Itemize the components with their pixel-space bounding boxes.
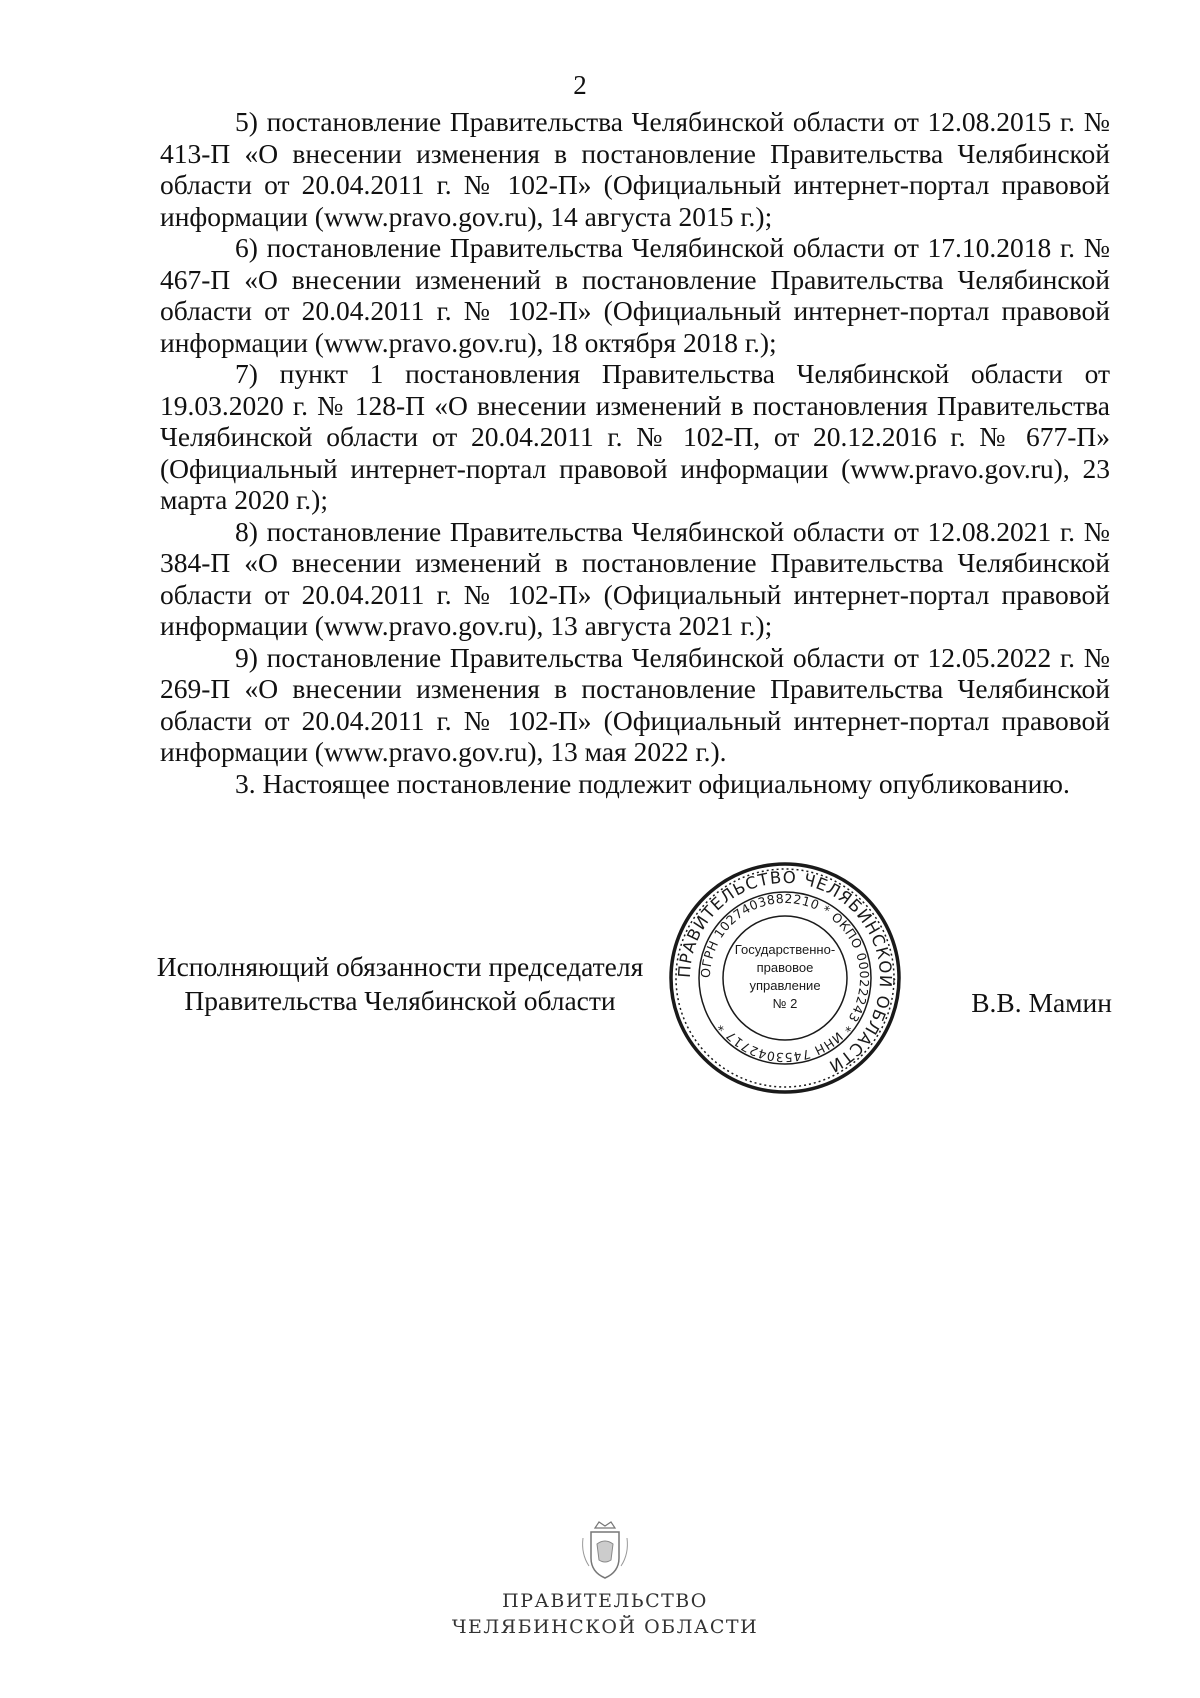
stamp-center-line-1: Государственно- [734,942,836,957]
list-item-9: 9) постановление Правительства Челябинской области от 12.05.2022 г. № 269-П «О внесении изменения в постановление Правительства Челябинской области от 20.04.2011 г. № 102-П» (Официальный интернет-портал правовой информации (www.pravo.gov.ru), 13 мая 2022 г.). [160,641,1110,767]
document-body [160,106,1110,799]
list-item-5: 5) постановление Правительства Челябинской области от 12.08.2015 г. № 413-П «О внесении изменения в постановление Правительства Челябинской области от 20.04.2011 г. № 102-П» (Официальный интернет-портал правовой информации (www.pravo.gov.ru), 14 августа 2015 г.); [160,106,1110,232]
signatory-name: В.В. Мамин [971,987,1112,1018]
page-number: 2 [573,70,587,100]
stamp-center-line-4: № 2 [772,996,798,1011]
signatory-title-line-1: Исполняющий обязанности председателя [156,951,644,982]
signatory-title [120,950,680,1018]
footer-org-line-1: ПРАВИТЕЛЬСТВО [502,1590,708,1612]
official-stamp [665,858,905,1098]
coat-of-arms-icon [577,1518,633,1582]
stamp-center-line-2: правовое [756,960,814,975]
signatory-title-line-2: Правительства Челябинской области [184,985,616,1016]
stamp-inner-text: ОГРН 1027403882210 * ОКПО 00022243 * ИНН 7453042717 * [697,890,873,1066]
publication-clause: 3. Настоящее постановление подлежит официальному опубликованию. [235,767,1070,799]
stamp-center-line-3: управление [749,978,821,993]
stamp-outer-text: ПРАВИТЕЛЬСТВО ЧЕЛЯБИНСКОЙ ОБЛАСТИ [674,867,896,1077]
footer-organization [380,1588,830,1640]
list-item-7: 7) пункт 1 постановления Правительства Челябинской области от 19.03.2020 г. № 128-П «О внесении изменений в постановления Правительства Челябинской области от 20.04.2011 г. № 102-П, от 20.12.2016 г. № 677-П» (Официальный интернет-портал правовой информации (www.pravo.gov.ru), 23 марта 2020 г.); [160,358,1110,515]
list-item-6: 6) постановление Правительства Челябинской области от 17.10.2018 г. № 467-П «О внесении изменений в постановление Правительства Челябинской области от 20.04.2011 г. № 102-П» (Официальный интернет-портал правовой информации (www.pravo.gov.ru), 18 октября 2018 г.); [160,232,1110,358]
footer-org-line-2: ЧЕЛЯБИНСКОЙ ОБЛАСТИ [451,1616,759,1638]
list-item-8: 8) постановление Правительства Челябинской области от 12.08.2021 г. № 384-П «О внесении изменений в постановление Правительства Челябинской области от 20.04.2011 г. № 102-П» (Официальный интернет-портал правовой информации (www.pravo.gov.ru), 13 августа 2021 г.); [160,515,1110,641]
